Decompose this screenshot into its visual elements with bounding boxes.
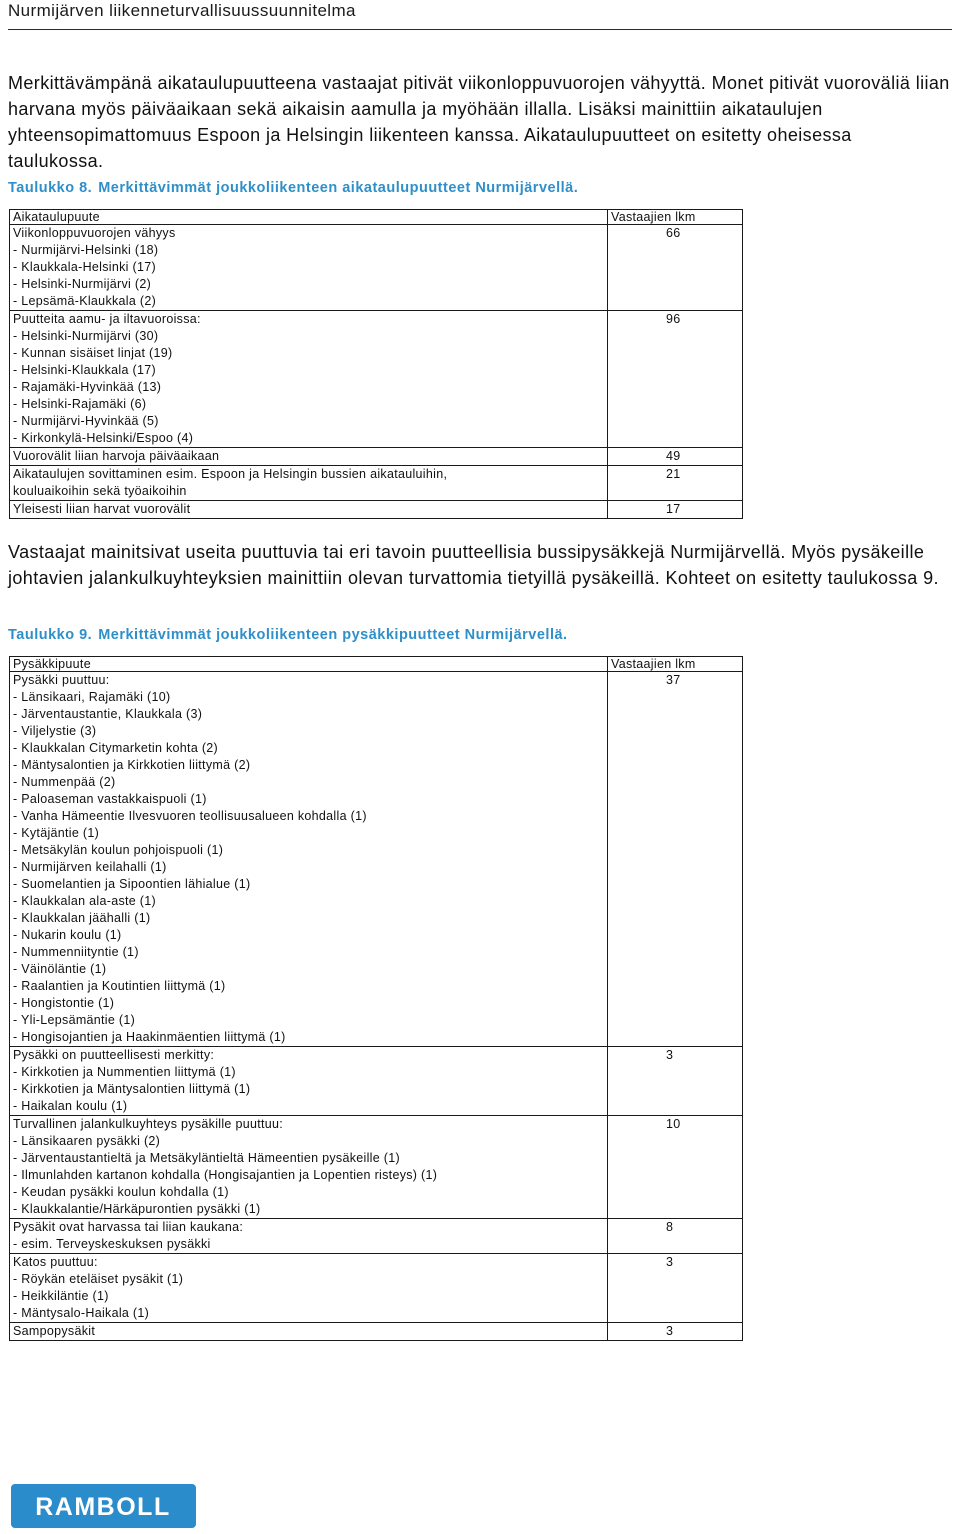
table-row bbox=[10, 466, 743, 501]
row-description bbox=[10, 1047, 608, 1116]
row-text-line: - Mäntysalontien ja Kirkkotien liittymä (2) bbox=[13, 758, 251, 772]
row-text-line: - Helsinki-Nurmijärvi (2) bbox=[13, 277, 152, 291]
row-text-line: - Hongistontie (1) bbox=[13, 996, 115, 1010]
row-text-line: - Kirkkotien ja Nummentien liittymä (1) bbox=[13, 1065, 236, 1079]
row-text-line: - Kirkkotien ja Mäntysalontien liittymä (1) bbox=[13, 1082, 251, 1096]
row-text-line: Turvallinen jalankulkuyhteys pysäkille puuttuu: bbox=[13, 1117, 284, 1131]
table9-caption-number: Taulukko 9. bbox=[8, 627, 93, 643]
row-text-line: - Nurmijärvi-Helsinki (18) bbox=[13, 243, 159, 257]
row-text-line: Yleisesti liian harvat vuorovälit bbox=[13, 502, 191, 516]
row-count-value: 21 bbox=[666, 467, 681, 481]
row-text-line: - Nurmijärvi-Hyvinkää (5) bbox=[13, 414, 159, 428]
row-count bbox=[608, 1047, 743, 1116]
row-count bbox=[608, 225, 743, 311]
row-count bbox=[608, 1116, 743, 1219]
row-description bbox=[10, 466, 608, 501]
row-text-line: - Viljelystie (3) bbox=[13, 724, 97, 738]
row-text-line: - Kunnan sisäiset linjat (19) bbox=[13, 346, 173, 360]
row-description bbox=[10, 311, 608, 448]
row-count-value: 37 bbox=[666, 673, 681, 687]
row-text-line: Pysäkki puuttuu: bbox=[13, 673, 110, 687]
row-text-line: - Yli-Lepsämäntie (1) bbox=[13, 1013, 136, 1027]
row-text-line: - Järventaustantieltä ja Metsäkyläntieltä Hämeentien pysäkeille (1) bbox=[13, 1151, 400, 1165]
table8-caption bbox=[8, 180, 578, 196]
row-text-line: Sampopysäkit bbox=[13, 1324, 96, 1338]
table-row bbox=[10, 311, 743, 448]
header-divider bbox=[8, 29, 952, 30]
row-count-value: 66 bbox=[666, 226, 681, 240]
header-item: Aikataulupuute bbox=[10, 210, 608, 225]
header-count: Vastaajien lkm bbox=[608, 210, 743, 225]
row-text-line: - esim. Terveyskeskuksen pysäkki bbox=[13, 1237, 211, 1251]
row-count-value: 3 bbox=[666, 1048, 674, 1062]
row-text-line: - Kytäjäntie (1) bbox=[13, 826, 100, 840]
row-count-value: 17 bbox=[666, 502, 681, 516]
logo-wordmark: RAMBOLL bbox=[35, 1493, 171, 1521]
row-text-line: - Klaukkalantie/Härkäpurontien pysäkki (1) bbox=[13, 1202, 261, 1216]
header-count: Vastaajien lkm bbox=[608, 657, 743, 672]
row-text-line: - Klaukkala-Helsinki (17) bbox=[13, 260, 156, 274]
table-row bbox=[10, 225, 743, 311]
row-count bbox=[608, 1219, 743, 1254]
row-text-line: Aikataulujen sovittaminen esim. Espoon ja Helsingin bussien aikatauluihin, bbox=[13, 467, 448, 481]
row-description bbox=[10, 672, 608, 1047]
row-description bbox=[10, 448, 608, 466]
header-item: Pysäkkipuute bbox=[10, 657, 608, 672]
page-header-title: Nurmijärven liikenneturvallisuussuunnitelma bbox=[8, 1, 356, 20]
table-row bbox=[10, 1219, 743, 1254]
row-count-value: 49 bbox=[666, 449, 681, 463]
row-count bbox=[608, 311, 743, 448]
row-text-line: - Länsikaari, Rajamäki (10) bbox=[13, 690, 171, 704]
table-row bbox=[10, 1323, 743, 1341]
row-text-line: - Väinöläntie (1) bbox=[13, 962, 107, 976]
row-text-line: - Keudan pysäkki koulun kohdalla (1) bbox=[13, 1185, 229, 1199]
row-text-line: - Heikkiläntie (1) bbox=[13, 1289, 109, 1303]
row-text-line: - Metsäkylän koulun pohjoispuoli (1) bbox=[13, 843, 224, 857]
row-count bbox=[608, 466, 743, 501]
row-count-value: 96 bbox=[666, 312, 681, 326]
row-description bbox=[10, 1254, 608, 1323]
row-text-line: - Röykän eteläiset pysäkit (1) bbox=[13, 1272, 184, 1286]
row-text-line: - Nukarin koulu (1) bbox=[13, 928, 122, 942]
row-count bbox=[608, 1254, 743, 1323]
row-count-value: 3 bbox=[666, 1324, 674, 1338]
table-row bbox=[10, 448, 743, 466]
row-text-line: - Järventaustantie, Klaukkala (3) bbox=[13, 707, 203, 721]
table8-caption-number: Taulukko 8. bbox=[8, 180, 93, 196]
row-text-line: - Klaukkalan Citymarketin kohta (2) bbox=[13, 741, 219, 755]
row-text-line: - Lepsämä-Klaukkala (2) bbox=[13, 294, 157, 308]
row-text-line: Pysäkki on puutteellisesti merkitty: bbox=[13, 1048, 215, 1062]
ramboll-logo bbox=[11, 1484, 196, 1528]
row-text-line: Vuorovälit liian harvoja päiväaikaan bbox=[13, 449, 220, 463]
table9-caption-text: Merkittävimmät joukkoliikenteen pysäkkipuutteet Nurmijärvellä. bbox=[98, 627, 568, 643]
row-text-line: - Raalantien ja Koutintien liittymä (1) bbox=[13, 979, 226, 993]
row-text-line: Viikonloppuvuorojen vähyys bbox=[13, 226, 176, 240]
row-text-line: Pysäkit ovat harvassa tai liian kaukana: bbox=[13, 1220, 244, 1234]
table-row bbox=[10, 672, 743, 1047]
row-text-line: - Ilmunlahden kartanon kohdalla (Hongisajantien ja Lopentien risteys) (1) bbox=[13, 1168, 438, 1182]
row-text-line: - Nurmijärven keilahalli (1) bbox=[13, 860, 167, 874]
row-text-line: - Suomelantien ja Sipoontien lähialue (1) bbox=[13, 877, 251, 891]
row-count bbox=[608, 672, 743, 1047]
row-text-line: - Helsinki-Nurmijärvi (30) bbox=[13, 329, 159, 343]
row-text-line: - Vanha Hämeentie Ilvesvuoren teollisuusalueen kohdalla (1) bbox=[13, 809, 367, 823]
row-text-line: - Kirkonkylä-Helsinki/Espoo (4) bbox=[13, 431, 194, 445]
table-header-row bbox=[10, 657, 743, 672]
row-description bbox=[10, 1323, 608, 1341]
row-text-line: - Klaukkalan jäähalli (1) bbox=[13, 911, 151, 925]
row-text-line: - Hongisojantien ja Haakinmäentien liittymä (1) bbox=[13, 1030, 286, 1044]
row-text-line: - Helsinki-Rajamäki (6) bbox=[13, 397, 147, 411]
row-count bbox=[608, 448, 743, 466]
row-text-line: - Länsikaaren pysäkki (2) bbox=[13, 1134, 161, 1148]
row-text-line: - Nummenpää (2) bbox=[13, 775, 116, 789]
row-count-value: 10 bbox=[666, 1117, 681, 1131]
table-row bbox=[10, 1254, 743, 1323]
row-text-line: - Mäntysalo-Haikala (1) bbox=[13, 1306, 150, 1320]
table8-caption-text: Merkittävimmät joukkoliikenteen aikataulupuutteet Nurmijärvellä. bbox=[98, 180, 579, 196]
row-count-value: 3 bbox=[666, 1255, 674, 1269]
table-header-row bbox=[10, 210, 743, 225]
row-text-line: - Helsinki-Klaukkala (17) bbox=[13, 363, 156, 377]
row-text-line: - Paloaseman vastakkaispuoli (1) bbox=[13, 792, 207, 806]
row-text-line: - Nummenniityntie (1) bbox=[13, 945, 139, 959]
intro-paragraph: Merkittävämpänä aikataulupuutteena vastaajat pitivät viikonloppuvuorojen vähyyttä. Monet pitivät vuoroväliä liian harvana myös päiväaikaan sekä aikaisin aamulla ja myöhään illalla. Lisäksi mainittiin aikataulujen yhteensopimattomuus Espoon ja Helsingin liikenteen kanssa. Aikataulupuutteet on esitetty oheisessa taulukossa. bbox=[8, 73, 950, 171]
schedule-deficiencies-table bbox=[9, 209, 743, 519]
row-text-line: - Klaukkalan ala-aste (1) bbox=[13, 894, 156, 908]
row-description bbox=[10, 225, 608, 311]
row-text-line: - Rajamäki-Hyvinkää (13) bbox=[13, 380, 162, 394]
table9-caption bbox=[8, 627, 568, 643]
row-count bbox=[608, 501, 743, 519]
row-description bbox=[10, 501, 608, 519]
stop-deficiencies-table bbox=[9, 656, 743, 1341]
row-description bbox=[10, 1116, 608, 1219]
row-count bbox=[608, 1323, 743, 1341]
row-text-line: Katos puuttuu: bbox=[13, 1255, 98, 1269]
row-text-line: kouluaikoihin sekä työaikoihin bbox=[13, 484, 187, 498]
row-text-line: - Haikalan koulu (1) bbox=[13, 1099, 128, 1113]
stops-paragraph: Vastaajat mainitsivat useita puuttuvia tai eri tavoin puutteellisia bussipysäkkejä Nurmijärvellä. Myös pysäkeille johtavien jalankulkuyhteyksien mainittiin olevan turvattomia tietyillä pysäkeillä. Kohteet on esitetty taulukossa 9. bbox=[8, 542, 939, 588]
table-row bbox=[10, 1116, 743, 1219]
row-description bbox=[10, 1219, 608, 1254]
table-row bbox=[10, 1047, 743, 1116]
row-text-line: Puutteita aamu- ja iltavuoroissa: bbox=[13, 312, 201, 326]
row-count-value: 8 bbox=[666, 1220, 674, 1234]
table-row bbox=[10, 501, 743, 519]
